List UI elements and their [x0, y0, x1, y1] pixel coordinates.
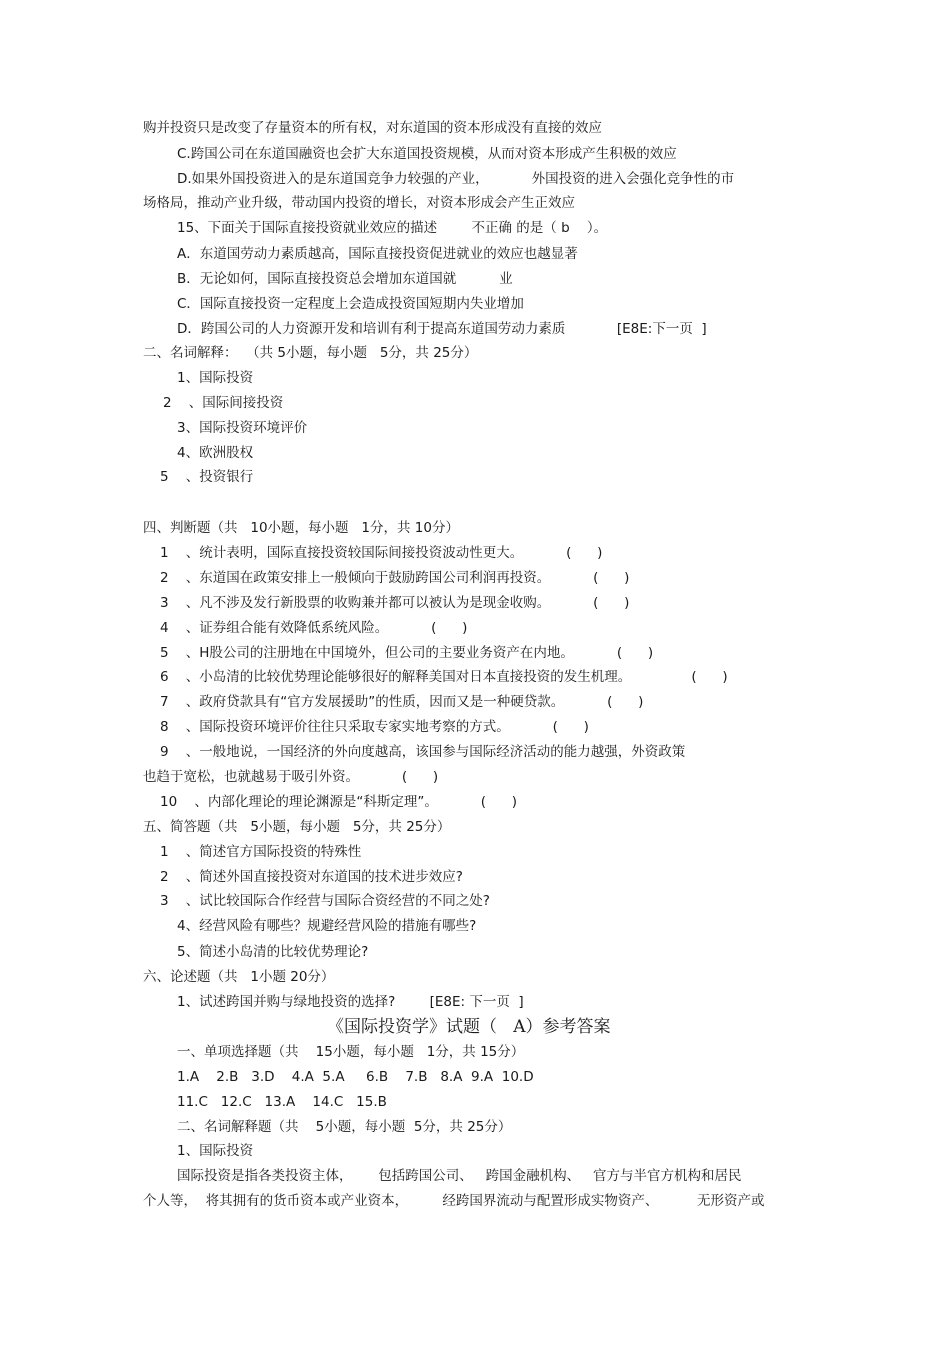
judgment-item: 3 、凡不涉及发行新股票的收购兼并都可以被认为是现金收购。 ( )	[160, 595, 630, 611]
judgment-item: 9 、一般地说，一国经济的外向度越高，该国参与国际经济活动的能力越强，外资政策	[160, 744, 686, 760]
essay-item: 1、试述跨国并购与绿地投资的选择? [E8E: 下一页 ]	[177, 994, 524, 1010]
judgment-item: 10 、内部化理论的理论渊源是“科斯定理”。 ( )	[160, 794, 518, 810]
short-answer-item: 4、经营风险有哪些？规避经营风险的措施有哪些?	[177, 918, 477, 934]
question-15: 15、下面关于国际直接投资就业效应的描述 不正确 的是（ b ）。	[177, 220, 608, 236]
list-item: 1、国际投资	[177, 370, 254, 386]
option-c: C．国际直接投资一定程度上会造成投资国短期内失业增加	[177, 296, 524, 312]
list-item: 1、国际投资	[177, 1143, 254, 1159]
text-line: 购并投资只是改变了存量资本的所有权，对东道国的资本形成没有直接的效应	[143, 120, 602, 136]
judgment-item: 2 、东道国在政策安排上一般倾向于鼓励跨国公司利润再投资。 ( )	[160, 570, 630, 586]
option-a: A．东道国劳动力素质越高，国际直接投资促进就业的效应也越显著	[177, 246, 578, 262]
text-line: 场格局，推动产业升级，带动国内投资的增长，对资本形成会产生正效应	[143, 195, 575, 211]
judgment-item: 7 、政府贷款具有“官方发展援助”的性质，因而又是一种硬贷款。 ( )	[160, 694, 644, 710]
option-d: D．跨国公司的人力资源开发和培训有利于提高东道国劳动力素质 [E8E:下一页 ]	[177, 321, 707, 337]
section-heading: 一、单项选择题（共 15小题，每小题 1分，共 15分）	[177, 1044, 525, 1060]
option-b: B．无论如何，国际直接投资总会增加东道国就 业	[177, 271, 513, 287]
short-answer-item: 2 、简述外国直接投资对东道国的技术进步效应?	[160, 869, 463, 885]
text-line: C.跨国公司在东道国融资也会扩大东道国投资规模，从而对资本形成产生积极的效应	[177, 146, 677, 162]
section-heading: 六、论述题（共 1小题 20分）	[143, 969, 335, 985]
text-line: D.如果外国投资进入的是东道国竞争力较强的产业， 外国投资的进入会强化竞争性的市	[177, 171, 735, 187]
short-answer-item: 5、简述小岛清的比较优势理论?	[177, 944, 369, 960]
short-answer-item: 3 、试比较国际合作经营与国际合资经营的不同之处?	[160, 893, 490, 909]
section-heading: 五、简答题（共 5小题，每小题 5分，共 25分）	[143, 819, 451, 835]
list-item: 2 、国际间接投资	[163, 395, 284, 411]
answer-row: 1.A 2.B 3.D 4.A 5.A 6.B 7.B 8.A 9.A 10.D	[177, 1069, 534, 1085]
section-heading: 二、名词解释： （共 5小题，每小题 5分，共 25分）	[143, 345, 478, 361]
list-item: 4、欧洲股权	[177, 445, 254, 461]
judgment-item: 5 、H股公司的注册地在中国境外，但公司的主要业务资产在内地。 ( )	[160, 645, 654, 661]
text-line: 个人等， 将其拥有的货币资本或产业资本， 经跨国界流动与配置形成实物资产、 无形资产或	[143, 1193, 765, 1209]
judgment-item: 8 、国际投资环境评价往往只采取专家实地考察的方式。 ( )	[160, 719, 589, 735]
text-line: 也趋于宽松，也就越易于吸引外资。 ( )	[143, 769, 439, 785]
list-item: 3、国际投资环境评价	[177, 420, 308, 436]
answer-key-title: 《国际投资学》试题（ A）参考答案	[327, 1017, 611, 1037]
judgment-item: 1 、统计表明，国际直接投资较国际间接投资波动性更大。 ( )	[160, 545, 603, 561]
text-line: 国际投资是指各类投资主体， 包括跨国公司、 跨国金融机构、 官方与半官方机构和居民	[177, 1168, 742, 1184]
section-heading: 二、名词解释题（共 5小题，每小题 5分，共 25分）	[177, 1119, 512, 1135]
short-answer-item: 1 、简述官方国际投资的特殊性	[160, 844, 362, 860]
list-item: 5 、投资银行	[160, 469, 254, 485]
judgment-item: 6 、小岛清的比较优势理论能够很好的解释美国对日本直接投资的发生机理。 ( )	[160, 669, 728, 685]
answer-row: 11.C 12.C 13.A 14.C 15.B	[177, 1094, 387, 1110]
judgment-item: 4 、证券组合能有效降低系统风险。 ( )	[160, 620, 468, 636]
section-heading: 四、判断题（共 10小题，每小题 1分，共 10分）	[143, 520, 459, 536]
